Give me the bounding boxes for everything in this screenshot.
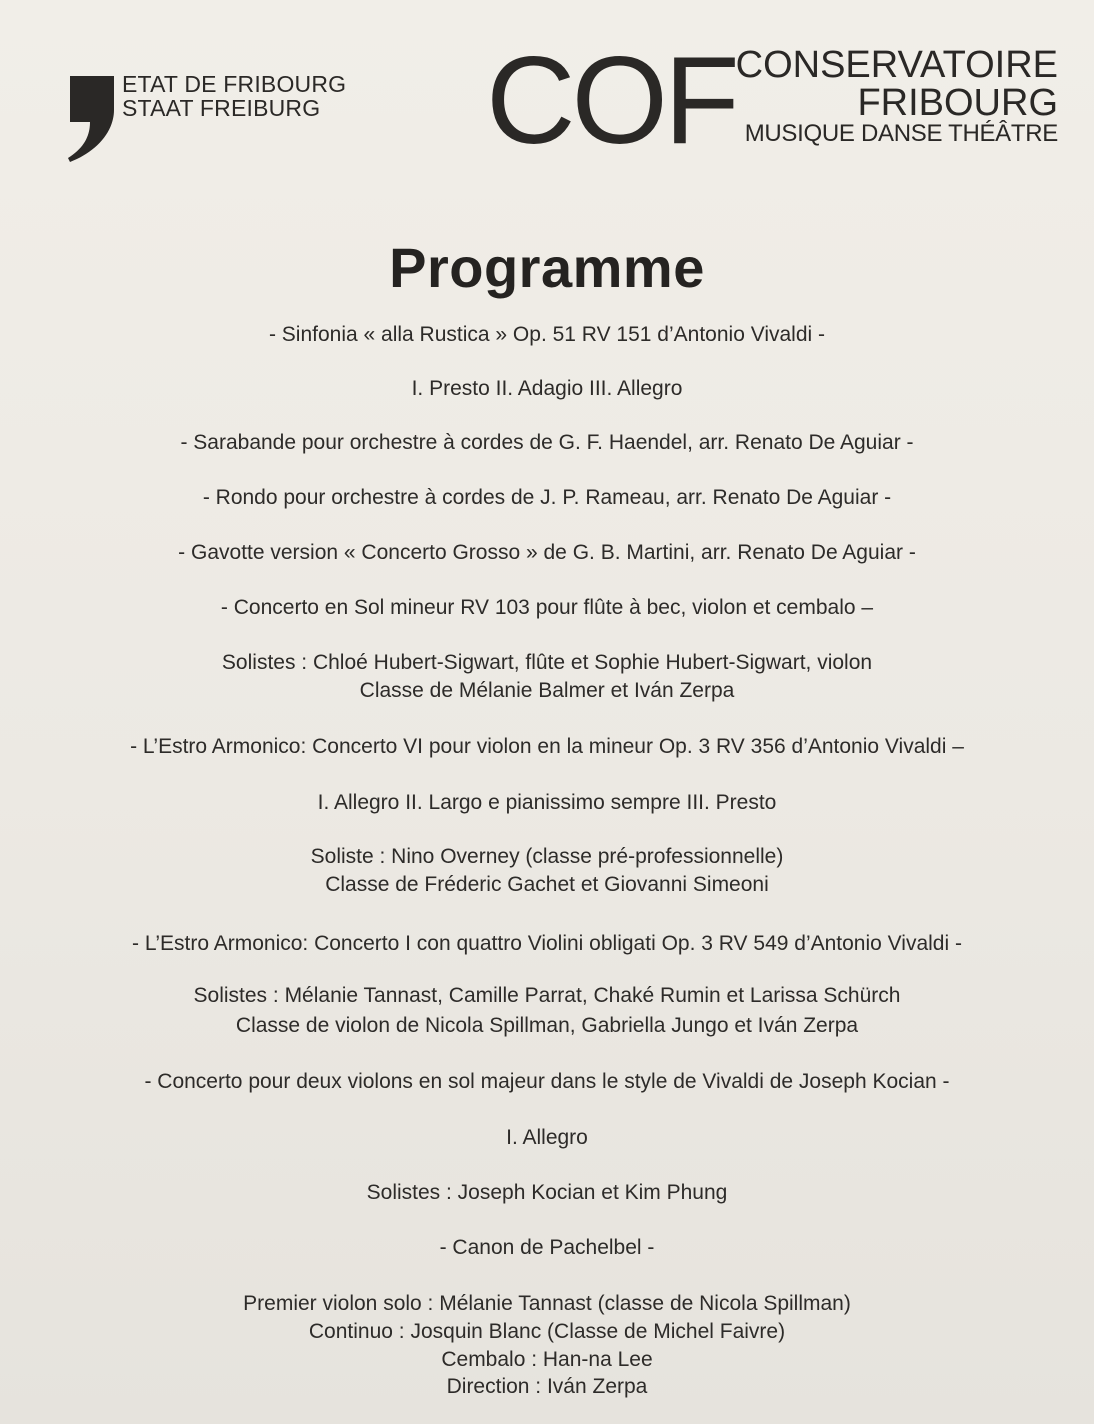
program-line: Classe de Fréderic Gachet et Giovanni Simeoni bbox=[325, 873, 769, 896]
program-line: - L’Estro Armonico: Concerto VI pour violon en la mineur Op. 3 RV 356 d’Antonio Vivaldi – bbox=[130, 735, 964, 758]
program-line: - Rondo pour orchestre à cordes de J. P. Rameau, arr. Renato De Aguiar - bbox=[202, 486, 892, 509]
program-line: - Sarabande pour orchestre à cordes de G. F. Haendel, arr. Renato De Aguiar - bbox=[180, 431, 914, 454]
etat-line-2: STAAT FREIBURG bbox=[122, 95, 321, 121]
etat-line-1: ETAT DE FRIBOURG bbox=[122, 71, 347, 97]
conservatoire-line-1: CONSERVATOIRE bbox=[735, 44, 1058, 86]
program-line: - Concerto pour deux violons en sol majeur dans le style de Vivaldi de Joseph Kocian - bbox=[144, 1070, 950, 1093]
program-line: Continuo : Josquin Blanc (Classe de Michel Faivre) bbox=[308, 1320, 786, 1343]
program-line: - Sinfonia « alla Rustica » Op. 51 RV 151 d’Antonio Vivaldi - bbox=[268, 323, 826, 346]
program-line: - Gavotte version « Concerto Grosso » de G. B. Martini, arr. Renato De Aguiar - bbox=[178, 541, 916, 564]
program-line: Classe de violon de Nicola Spillman, Gabriella Jungo et Iván Zerpa bbox=[235, 1014, 859, 1037]
program-line: Soliste : Nino Overney (classe pré-professionnelle) bbox=[310, 845, 784, 868]
program-line: Direction : Iván Zerpa bbox=[446, 1375, 648, 1398]
program-line: I. Allegro bbox=[506, 1126, 588, 1149]
program-line: Solistes : Joseph Kocian et Kim Phung bbox=[366, 1181, 728, 1204]
cof-wordmark: COF bbox=[486, 32, 736, 170]
comma-logo-icon bbox=[66, 72, 122, 164]
conservatoire-line-2: FRIBOURG bbox=[857, 82, 1058, 124]
program-line: Solistes : Chloé Hubert-Sigwart, flûte et Sophie Hubert-Sigwart, violon bbox=[221, 651, 873, 674]
program-line: - Concerto en Sol mineur RV 103 pour flûte à bec, violon et cembalo – bbox=[220, 596, 874, 619]
etat-de-fribourg-logo bbox=[66, 72, 366, 167]
program-line: - L’Estro Armonico: Concerto I con quattro Violini obligati Op. 3 RV 549 d’Antonio Vivaldi - bbox=[132, 932, 962, 955]
etat-text bbox=[122, 72, 346, 120]
program-line: I. Allegro II. Largo e pianissimo sempre III. Presto bbox=[317, 791, 777, 814]
program-line: - Canon de Pachelbel - bbox=[439, 1236, 655, 1259]
program-line: I. Presto II. Adagio III. Allegro bbox=[411, 377, 683, 400]
program-line: Cembalo : Han-na Lee bbox=[441, 1348, 653, 1371]
program-line: Premier violon solo : Mélanie Tannast (classe de Nicola Spillman) bbox=[243, 1292, 851, 1315]
page-title: Programme bbox=[389, 236, 705, 299]
program-line: Classe de Mélanie Balmer et Iván Zerpa bbox=[359, 679, 735, 702]
conservatoire-logo bbox=[486, 32, 1066, 170]
program-line: Solistes : Mélanie Tannast, Camille Parrat, Chaké Rumin et Larissa Schürch bbox=[193, 984, 901, 1007]
conservatoire-subtitle: MUSIQUE DANSE THÉÂTRE bbox=[744, 120, 1058, 147]
conservatoire-name bbox=[736, 46, 1058, 122]
